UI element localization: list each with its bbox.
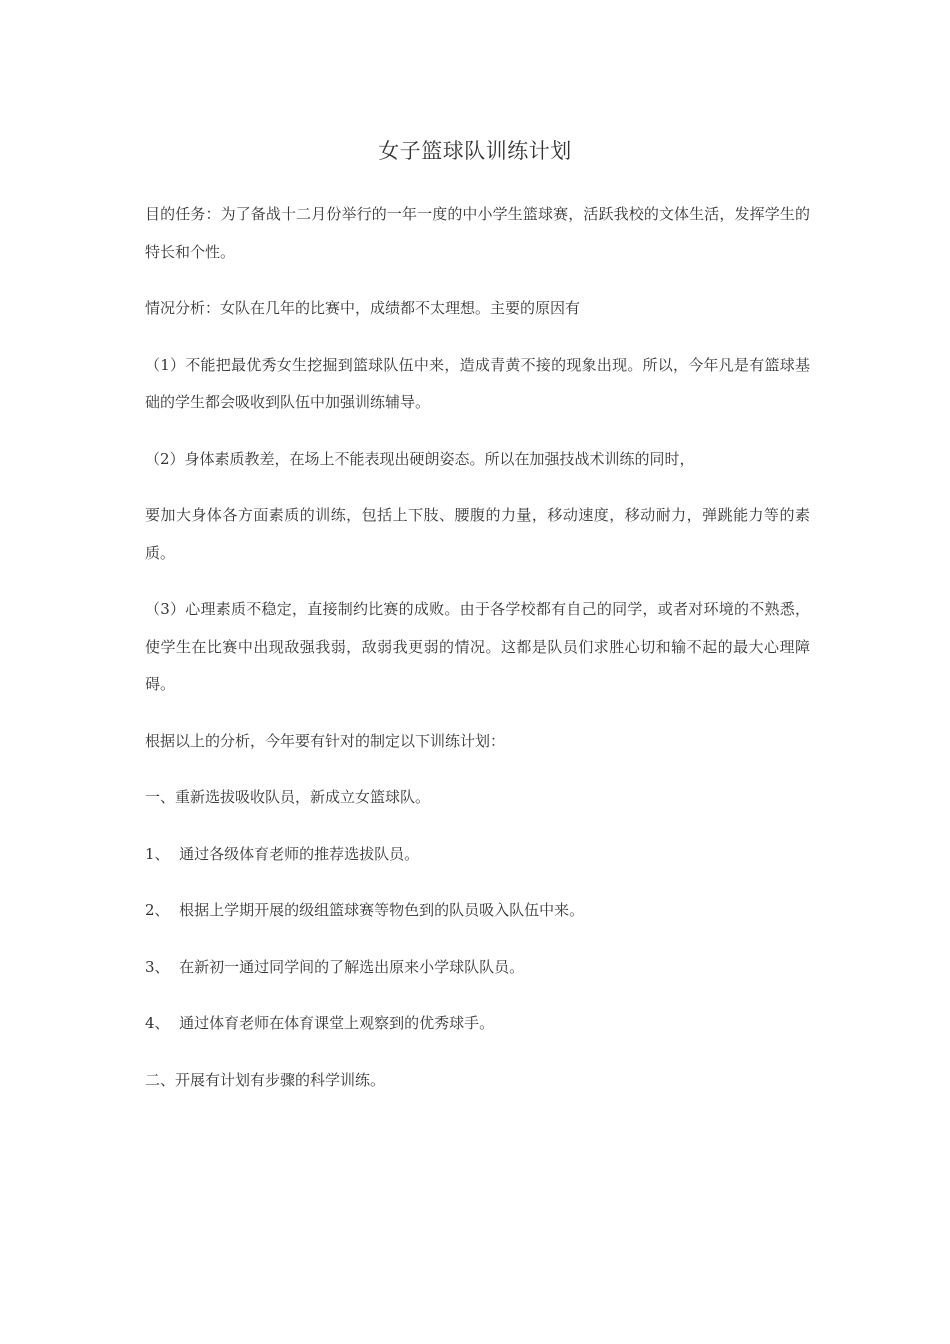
paragraph-plan-intro: 根据以上的分析，今年要有针对的制定以下训练计划： (145, 731, 506, 750)
paragraph-reason-2-continued: 要加大身体各方面素质的训练，包括上下肢、腰腹的力量，移动速度，移动耐力，弹跳能力等的素质。 (145, 506, 810, 562)
list-item: 1、 通过各级体育老师的推荐选拔队员。 (145, 844, 420, 863)
paragraph-reason-1: （1）不能把最优秀女生挖掘到篮球队伍中来，造成青黄不接的现象出现。所以，今年凡是有篮球基础的学生都会吸收到队伍中加强训练辅导。 (145, 355, 810, 411)
paragraph-situation-analysis: 情况分析：女队在几年的比赛中，成绩都不太理想。主要的原因有 (145, 299, 581, 317)
document-title: 女子篮球队训练计划 (378, 139, 572, 163)
list-item: 3、 在新初一通过同学间的了解选出原来小学球队队员。 (145, 957, 525, 976)
list-item: 4、 通过体育老师在体育课堂上观察到的优秀球手。 (145, 1014, 495, 1032)
paragraph-objective: 目的任务：为了备战十二月份举行的一年一度的中小学生篮球赛，活跃我校的文体生活，发挥学生的特长和个性。 (145, 205, 810, 261)
section-one-heading: 一、重新选拔吸收队员，新成立女篮球队。 (145, 788, 431, 806)
list-item: 2、 根据上学期开展的级组篮球赛等物色到的队员吸入队伍中来。 (145, 901, 585, 919)
paragraph-reason-2: （2）身体素质教差，在场上不能表现出硬朗姿态。所以在加强技战术训练的同时， (145, 449, 695, 468)
paragraph-reason-3: （3）心理素质不稳定，直接制约比赛的成败。由于各学校都有自己的同学，或者对环境的不熟悉，使学生在比赛中出现敌强我弱，敌弱我更弱的情况。这都是队员们求胜心切和输不起的最大心理障碍。 (145, 600, 810, 693)
section-two-heading: 二、开展有计划有步骤的科学训练。 (145, 1070, 386, 1089)
document-body (145, 196, 810, 1118)
